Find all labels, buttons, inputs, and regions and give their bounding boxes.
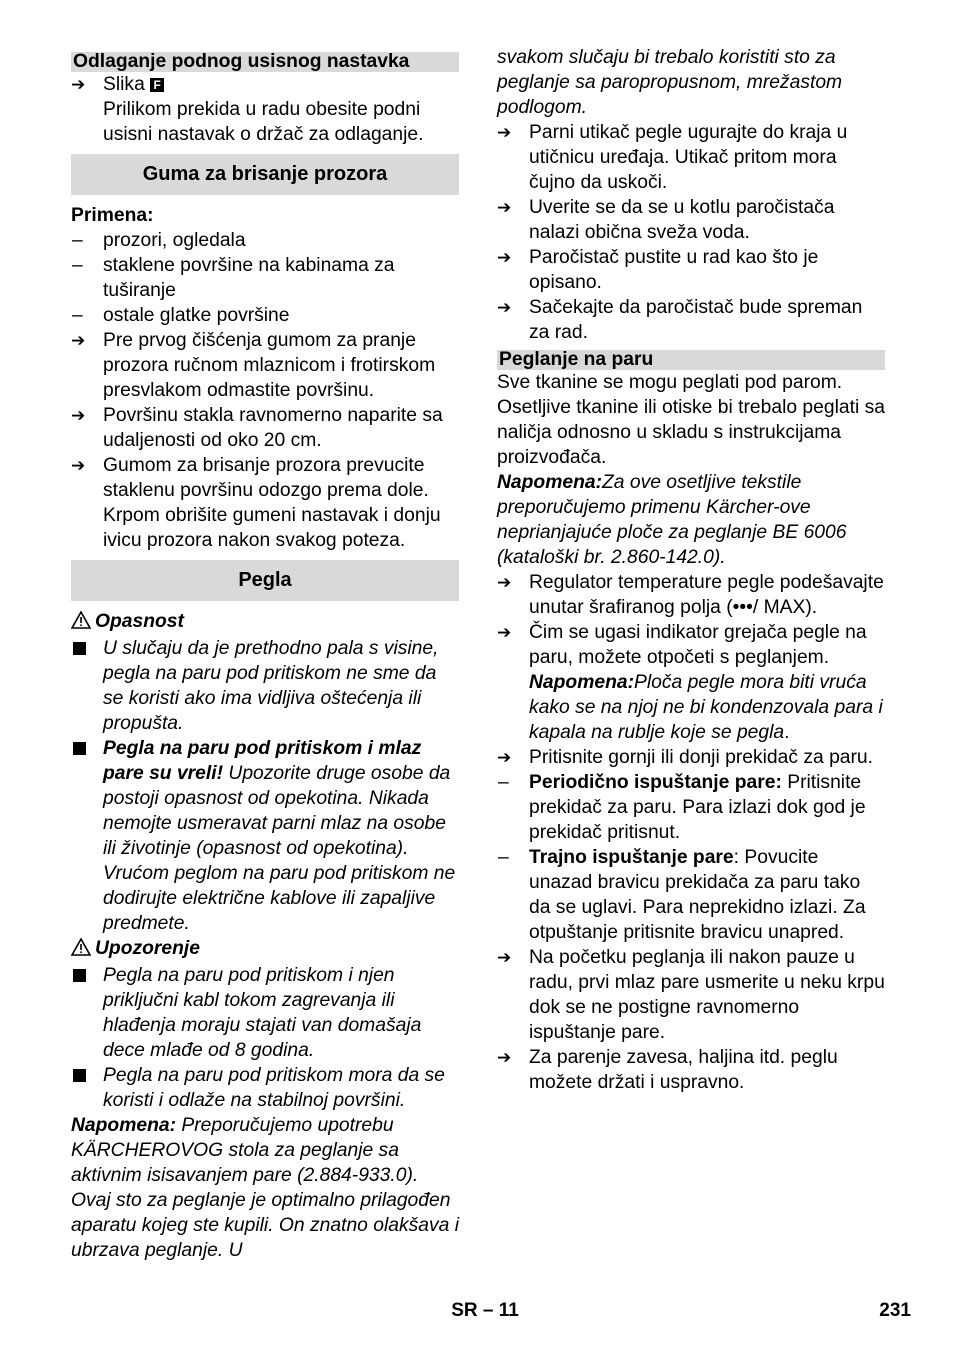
list-text: Gumom za brisanje prozora prevucite staklenu površinu odozgo prema dole. Krpom obrišite gumeni nastavak i donju ivicu prozora nakon svakog poteza. (103, 455, 441, 551)
list-text: prozori, ogledala (103, 230, 246, 251)
paragraph: Prilikom prekida u radu obesite podni usisni nastavak o držač za odlaganje. (103, 99, 424, 145)
arrow-icon: ➔ (497, 298, 512, 317)
dash-icon: – (72, 230, 83, 251)
list-text: staklene površine na kabinama za tuširanje (103, 255, 395, 301)
arrow-icon: ➔ (497, 948, 512, 967)
intro-paragraph: Sve tkanine se mogu peglati pod parom. Osetljive tkanine ili otiske bi trebalo peglati sa naličja odnosno u skladu s instrukcijama proizvođača. (497, 372, 885, 468)
list-text: Čim se ugasi indikator grejača pegle na paru, možete otpočeti s peglanjem. (529, 622, 867, 668)
list-item (71, 636, 459, 736)
warning-triangle-icon (71, 938, 95, 963)
note-label: Napomena: (529, 672, 634, 693)
list-item (497, 245, 885, 295)
list-item (497, 295, 885, 345)
arrow-icon: ➔ (497, 248, 512, 267)
list-item (71, 253, 459, 303)
list-text: Pritisnite prekidač za paru. Para izlazi dok god je prekidač pritisnut. (529, 772, 866, 843)
list-text: Paročistač pustite u rad kao što je opisano. (529, 247, 819, 293)
figure-badge: F (150, 78, 164, 92)
list-item (497, 195, 885, 245)
list-item (71, 328, 459, 403)
page-footer (0, 1298, 954, 1324)
warning-triangle-icon (71, 611, 95, 636)
figure-ref: Slika (103, 74, 145, 95)
arrow-icon: ➔ (71, 331, 86, 350)
list-text: Pre prvog čišćenja gumom za pranje prozora ručnom mlaznicom i frotirskom presvlakom odmastite površinu. (103, 330, 436, 401)
arrow-icon: ➔ (71, 406, 86, 425)
list-item (497, 620, 885, 745)
arrow-icon: ➔ (497, 123, 512, 142)
danger-heading (71, 609, 459, 636)
section-heading-odlaganje: Odlaganje podnog usisnog nastavka (71, 52, 459, 72)
arrow-icon: ➔ (497, 198, 512, 217)
bullet-square-icon (71, 1063, 99, 1089)
arrow-icon: ➔ (71, 75, 86, 94)
bullet-square-icon (71, 963, 99, 989)
list-item (71, 1063, 459, 1113)
note-label: Napomena: (497, 472, 602, 493)
dash-icon: – (72, 255, 83, 276)
danger-label: Opasnost (95, 611, 184, 632)
left-column (71, 45, 459, 1263)
note-text: Preporučujemo upotrebu KÄRCHEROVOG stola za peglanje sa aktivnim isisavanjem pare (2.884-933.0). Ovaj sto za peglanje je optimalno prilagođen aparatu kojeg ste kupili. On znatno olakšava i ubrzava peglanje. U (71, 1115, 459, 1261)
list-item (497, 770, 885, 845)
section-page-label: SR – 11 (451, 1300, 519, 1321)
warning-heading (71, 936, 459, 963)
list-text: ostale glatke površine (103, 305, 290, 326)
note-paragraph (497, 470, 885, 570)
primena-label: Primena: (71, 205, 154, 226)
list-bold: Pegla na paru pod pritiskom i mlaz pare su vreli! (103, 738, 422, 784)
list-text: U slučaju da je prethodno pala s visine, pegla na paru pod pritiskom ne sme da se koristi ako ima vidljiva oštećenja ili propušta. (103, 638, 439, 734)
arrow-icon: ➔ (497, 623, 512, 642)
note-end: . (784, 722, 790, 743)
list-item (497, 745, 885, 770)
list-text: Parni utikač pegle ugurajte do kraja u utičnicu uređaja. Utikač pritom mora čujno da uskoči. (529, 122, 848, 193)
list-text: Pegla na paru pod pritiskom i njen priključni kabl tokom zagrevanja ili hlađenja moraju stajati van domašaja dece mlađe od 8 godina. (103, 965, 422, 1061)
note-paragraph (71, 1113, 459, 1263)
bullet-square-icon (71, 736, 99, 762)
dash-icon: – (72, 305, 83, 326)
list-text: Na početku peglanja ili nakon pauze u radu, prvi mlaz pare usmerite u neku krpu dok se ne postigne ravnomerno ispuštanje pare. (529, 947, 885, 1043)
list-text: Sačekajte da paročistač bude spreman za rad. (529, 297, 863, 343)
list-text: Pegla na paru pod pritiskom mora da se koristi i odlaže na stabilnoj površini. (103, 1065, 445, 1111)
list-bold: Trajno ispuštanje pare (529, 847, 734, 868)
list-item (71, 228, 459, 253)
list-item (71, 303, 459, 328)
bullet-square-icon (71, 636, 99, 662)
list-text: : Povucite unazad bravicu prekidača za paru tako da se uglavi. Para neprekidno izlazi. Za otpuštanje pritisnite bravicu unapred. (529, 847, 866, 943)
dash-icon: – (498, 847, 509, 868)
list-item (71, 963, 459, 1063)
list-item (497, 570, 885, 620)
list-text: Za parenje zavesa, haljina itd. peglu možete držati i uspravno. (529, 1047, 838, 1093)
section-heading-guma: Guma za brisanje prozora (71, 154, 459, 195)
note-text: Ploča pegle mora biti vruća kako se na njoj ne bi kondenzovala para i kapala na rublje koje se pegla (529, 672, 883, 743)
right-column (497, 45, 885, 1095)
list-item (497, 945, 885, 1045)
list-bold: Periodično ispuštanje pare: (529, 772, 782, 793)
section-heading-peglanje: Peglanje na paru (497, 350, 885, 370)
list-text: Uverite se da se u kotlu paročistača nalazi obična sveža voda. (529, 197, 835, 243)
inline-note (529, 672, 883, 743)
arrow-icon: ➔ (497, 748, 512, 767)
list-item (497, 845, 885, 945)
note-text: Za ove osetljive tekstile preporučujemo primenu Kärcher-ove neprianjajuće ploče za peglanje BE 6006 (kataloški br. 2.860-142.0). (497, 472, 847, 568)
list-item (71, 736, 459, 936)
list-item (71, 72, 459, 97)
warning-label: Upozorenje (95, 938, 200, 959)
dash-icon: – (498, 772, 509, 793)
continued-paragraph: svakom slučaju bi trebalo koristiti sto za peglanje sa paropropusnom, mrežastom podlogom. (497, 47, 843, 118)
section-heading-pegla: Pegla (71, 560, 459, 601)
page-number: 231 (879, 1300, 911, 1321)
list-item (71, 403, 459, 453)
list-item (497, 120, 885, 195)
list-text: Pritisnite gornji ili donji prekidač za paru. (529, 747, 874, 768)
arrow-icon: ➔ (497, 1048, 512, 1067)
note-label: Napomena: (71, 1115, 176, 1136)
arrow-icon: ➔ (71, 456, 86, 475)
list-text: Regulator temperature pegle podešavajte unutar šrafiranog polja (•••/ MAX). (529, 572, 884, 618)
list-text: Upozorite druge osobe da postoji opasnost od opekotina. Nikada nemojte usmeravat parni mlaz na osobe ili životinje (opasnost od opekotina). Vrućom peglom na paru pod pritiskom ne dodirujte električne kablove ili zapaljive predmete. (103, 763, 456, 934)
arrow-icon: ➔ (497, 573, 512, 592)
list-item (71, 453, 459, 553)
list-item (497, 1045, 885, 1095)
list-text: Površinu stakla ravnomerno naparite sa udaljenosti od oko 20 cm. (103, 405, 443, 451)
